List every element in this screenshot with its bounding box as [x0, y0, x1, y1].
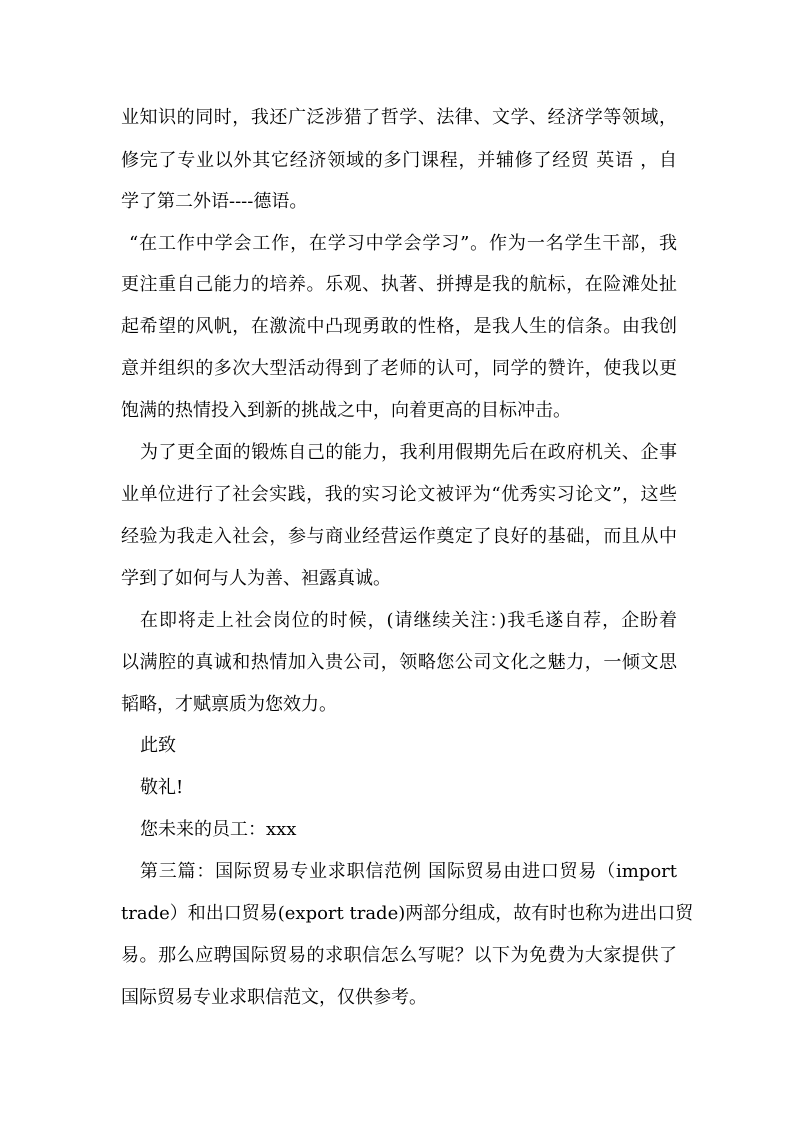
text-line: 韬略，才赋禀质为您效力。 [121, 694, 337, 715]
text-line: 易。那么应聘国际贸易的求职信怎么写呢？以下为免费为大家提供了 [121, 945, 677, 966]
text-line: trade）和出口贸易(export trade)两部分组成，故有时也称为进出口贸 [121, 903, 694, 924]
text-line: 经验为我走入社会，参与商业经营运作奠定了良好的基础，而且从中 [121, 526, 677, 547]
text-line: 为了更全面的锻炼自己的能力，我利用假期先后在政府机关、企事 [140, 442, 677, 463]
text-line: 业知识的同时，我还广泛涉猎了哲学、法律、文学、经济学等领域， [121, 107, 677, 128]
text-line: 学到了如何与人为善、袒露真诚。 [121, 568, 391, 589]
text-line: 修完了专业以外其它经济领域的多门课程，并辅修了经贸 英语 ，自 [121, 150, 677, 171]
text-line: 起希望的风帆，在激流中凸现勇敢的性格，是我人生的信条。由我创 [121, 316, 677, 337]
salutation-line: 敬礼! [140, 777, 184, 798]
text-line: 以满腔的真诚和热情加入贵公司，领略您公司文化之魅力，一倾文思 [121, 652, 677, 673]
text-line: 业单位进行了社会实践，我的实习论文被评为“优秀实习论文”，这些 [121, 484, 677, 505]
text-line: 更注重自己能力的培养。乐观、执著、拼搏是我的航标，在险滩处扯 [121, 274, 677, 295]
text-line: 第三篇：国际贸易专业求职信范例 国际贸易由进口贸易（import [140, 861, 677, 882]
signature-line: 您未来的员工：xxx [140, 819, 297, 840]
closing-line: 此致 [140, 735, 176, 756]
text-line: 国际贸易专业求职信范文，仅供参考。 [121, 987, 427, 1008]
text-line: 意并组织的多次大型活动得到了老师的认可，同学的赞许，使我以更 [121, 358, 677, 379]
text-line: 学了第二外语----德语。 [121, 191, 308, 212]
text-line: 饱满的热情投入到新的挑战之中，向着更高的目标冲击。 [121, 400, 571, 421]
text-line: 在即将走上社会岗位的时候，(请继续关注：)我毛遂自荐，企盼着 [140, 610, 677, 631]
text-line: “在工作中学会工作，在学习中学会学习”。作为一名学生干部，我 [129, 233, 677, 254]
